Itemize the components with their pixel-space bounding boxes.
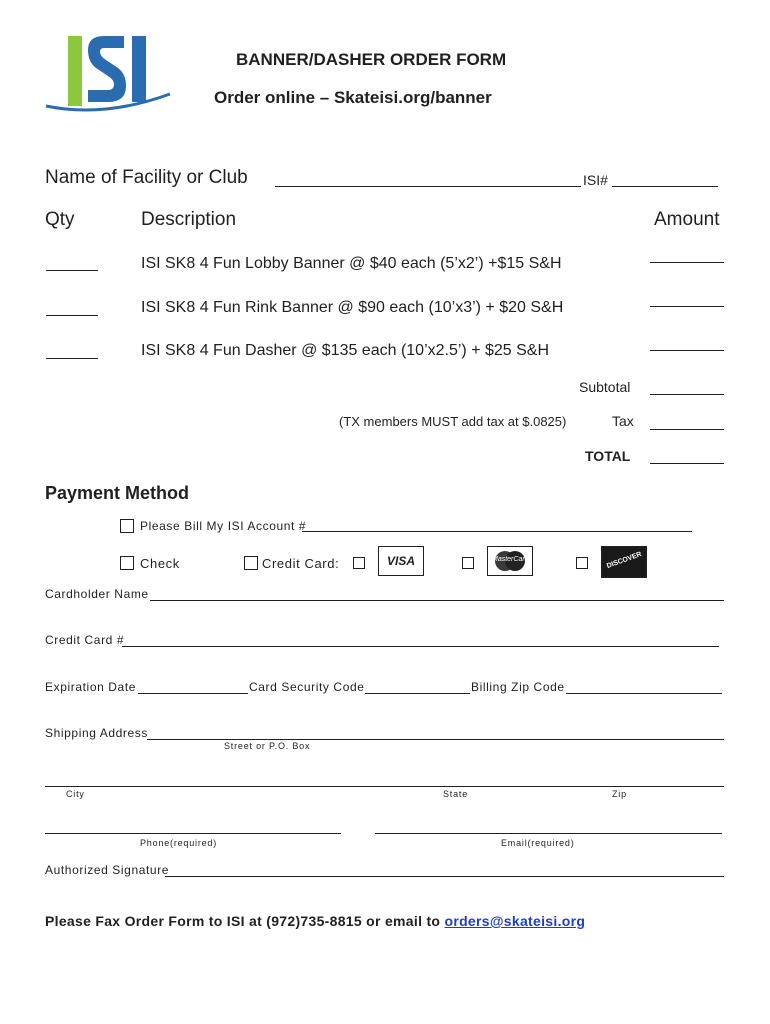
city-state-zip-field[interactable] [45, 786, 724, 787]
facility-label: Name of Facility or Club [45, 167, 248, 188]
security-code-label: Card Security Code [249, 680, 365, 694]
total-label: TOTAL [585, 448, 631, 464]
amount-field-rink[interactable] [650, 306, 724, 307]
cardholder-label: Cardholder Name [45, 587, 149, 601]
check-label: Check [140, 556, 180, 571]
isi-logo [44, 32, 174, 118]
card-number-label: Credit Card # [45, 633, 125, 647]
qty-field-dasher[interactable] [46, 358, 98, 359]
visa-card-icon [378, 546, 424, 576]
expiration-label: Expiration Date [45, 680, 137, 694]
form-title: BANNER/DASHER ORDER FORM [236, 50, 507, 69]
facility-field[interactable] [275, 186, 581, 187]
check-checkbox[interactable] [120, 556, 134, 570]
signature-label: Authorized Signature [45, 863, 170, 877]
total-field[interactable] [650, 463, 724, 464]
footer-instructions [45, 913, 585, 929]
discover-checkbox[interactable] [576, 557, 588, 569]
shipping-street-field[interactable] [147, 739, 724, 740]
bill-account-field[interactable] [302, 531, 692, 532]
mastercard-icon [487, 546, 533, 576]
discover-card-icon [601, 546, 647, 578]
email-caption: Email(required) [501, 838, 575, 848]
phone-caption: Phone(required) [140, 838, 218, 848]
city-caption: City [66, 789, 85, 799]
isi-number-field[interactable] [612, 186, 718, 187]
form-subtitle: Order online – Skateisi.org/banner [214, 88, 492, 107]
card-number-field[interactable] [122, 646, 719, 647]
zip-caption: Zip [612, 789, 627, 799]
visa-checkbox[interactable] [353, 557, 365, 569]
description-header: Description [141, 209, 237, 230]
item-lobby-banner: ISI SK8 4 Fun Lobby Banner @ $40 each (5’x2’) +$15 S&H [141, 255, 562, 272]
isi-number-label: ISI# [583, 172, 608, 188]
security-code-field[interactable] [365, 693, 470, 694]
signature-field[interactable] [165, 876, 724, 877]
payment-heading: Payment Method [45, 483, 190, 503]
cardholder-field[interactable] [150, 600, 724, 601]
street-caption: Street or P.O. Box [224, 741, 311, 751]
expiration-field[interactable] [138, 693, 248, 694]
mastercard-checkbox[interactable] [462, 557, 474, 569]
shipping-label: Shipping Address [45, 726, 148, 740]
footer-text: Please Fax Order Form to ISI at (972)735-8815 or email to [45, 913, 441, 929]
email-field[interactable] [375, 833, 722, 834]
amount-header: Amount [654, 209, 720, 230]
amount-field-dasher[interactable] [650, 350, 724, 351]
amount-field-lobby[interactable] [650, 262, 724, 263]
discover-card-text: DISCOVER [605, 550, 643, 571]
billing-zip-field[interactable] [566, 693, 722, 694]
tax-note: (TX members MUST add tax at $.0825) [339, 414, 567, 429]
qty-field-rink[interactable] [46, 315, 98, 316]
bill-account-label: Please Bill My ISI Account # [140, 519, 307, 533]
subtotal-label: Subtotal [579, 379, 631, 395]
credit-card-label: Credit Card: [262, 556, 340, 571]
footer-email-link[interactable]: orders@skateisi.org [444, 913, 586, 929]
item-dasher: ISI SK8 4 Fun Dasher @ $135 each (10’x2.5’) + $25 S&H [141, 342, 550, 359]
billing-zip-label: Billing Zip Code [471, 680, 565, 694]
bill-account-checkbox[interactable] [120, 519, 134, 533]
qty-header: Qty [45, 209, 75, 230]
subtotal-field[interactable] [650, 394, 724, 395]
isi-logo-graphic [44, 32, 174, 118]
tax-label: Tax [612, 413, 634, 429]
qty-field-lobby[interactable] [46, 270, 98, 271]
visa-card-text: VISA [386, 554, 415, 568]
item-rink-banner: ISI SK8 4 Fun Rink Banner @ $90 each (10’x3’) + $20 S&H [141, 299, 564, 316]
state-caption: State [443, 789, 469, 799]
mastercard-text: MasterCard [492, 556, 529, 563]
tax-field[interactable] [650, 429, 724, 430]
phone-field[interactable] [45, 833, 341, 834]
credit-card-checkbox[interactable] [244, 556, 258, 570]
